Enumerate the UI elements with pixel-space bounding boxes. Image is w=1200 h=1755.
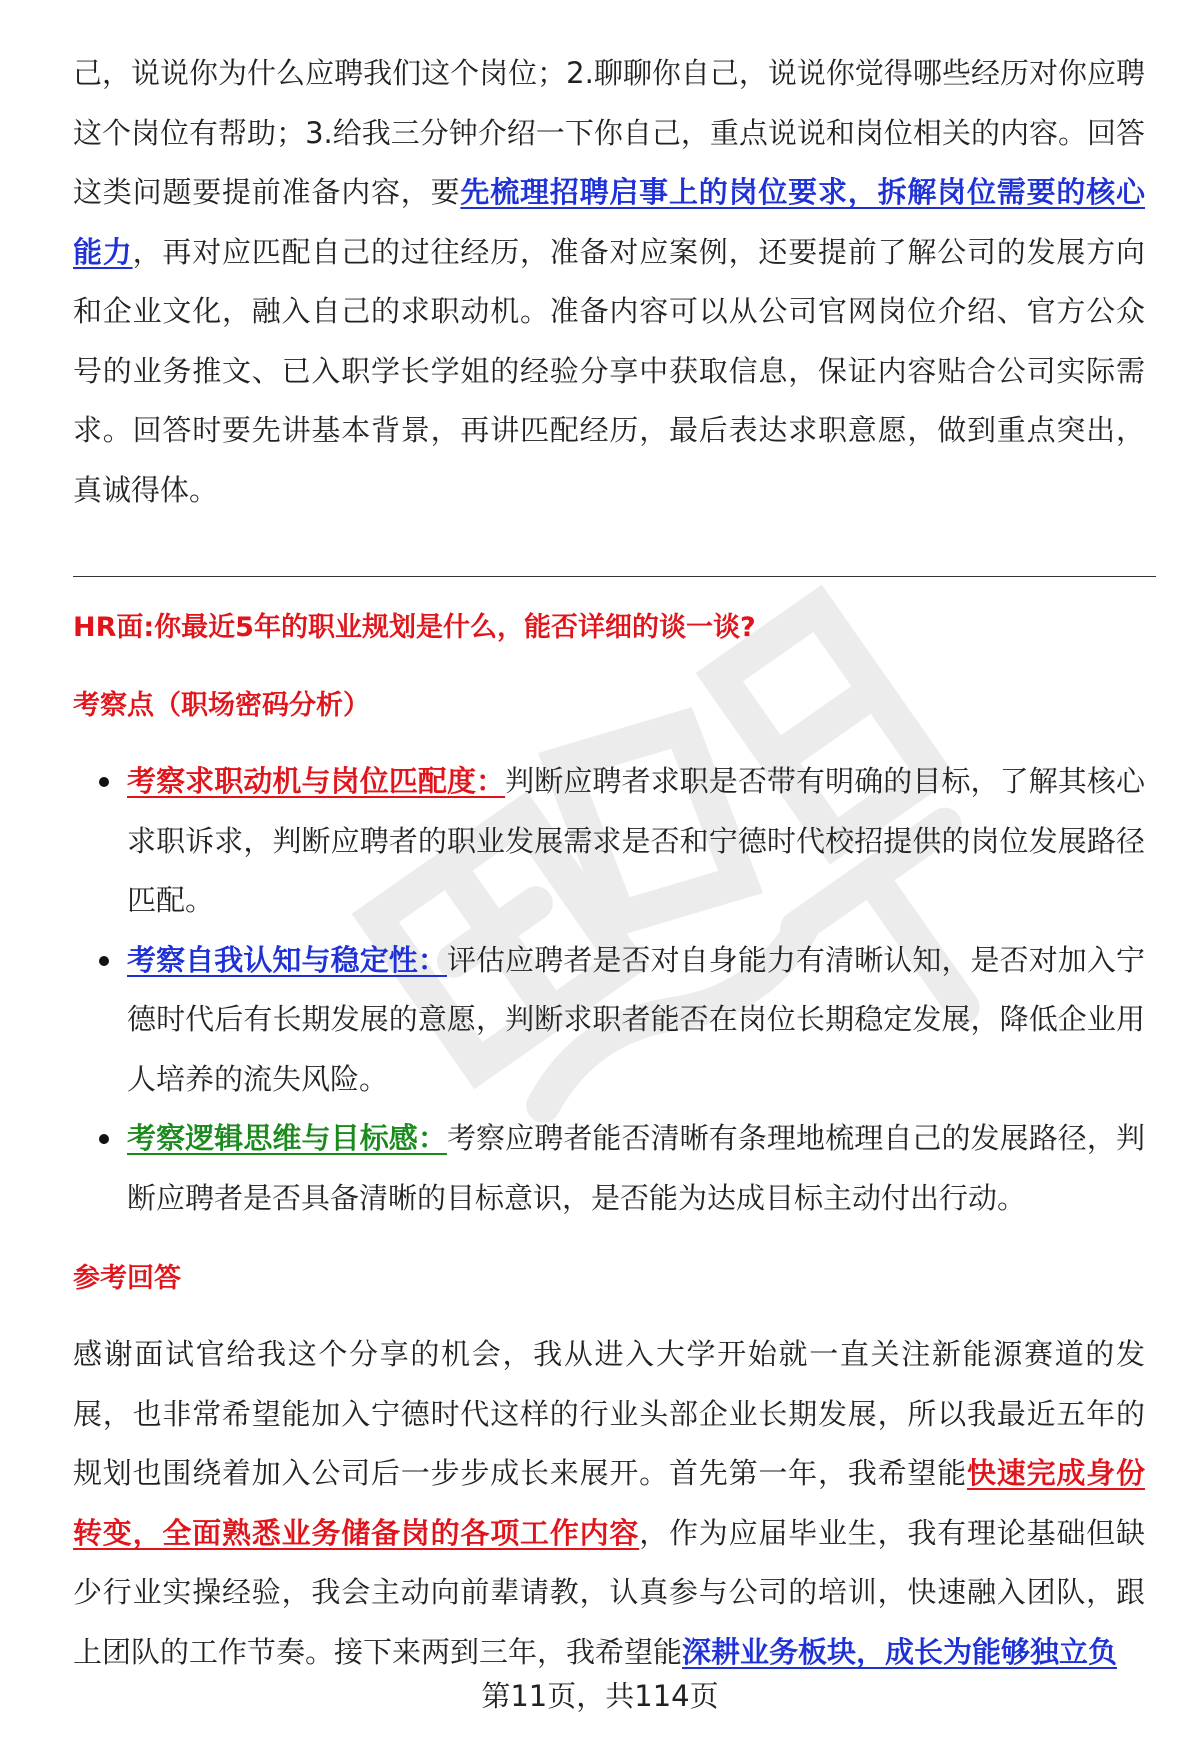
answer-highlight-red: 快速完成身份转变，全面熟悉业务储备岗的各项工作内容 — [73, 1456, 1145, 1550]
analysis-point-text: 考察应聘者能否清晰有条理地梳理自己的发展路径，判断应聘者是否具备清晰的目标意识，是否能为达成目标主动付出行动。 — [127, 1121, 1145, 1215]
answer-paragraph: 感谢面试官给我这个分享的机会，我从进入大学开始就一直关注新能源赛道的发展，也非常希望能加入宁德时代这样的行业头部企业长期发展，所以我最近五年的规划也围绕着加入公司后一步步成长来展开。首先第一年，我希望能快速完成身份转变，全面熟悉业务储备岗的各项工作内容，作为应届毕业生，我有理论基础但缺少行业实操经验，我会主动向前辈请教，认真参与公司的培训，快速融入团队，跟上团队的工作节奏。接下来两到三年，我希望能深耕业务板块，成长为能够独立负 — [73, 1337, 1145, 1669]
analysis-point-label: 考察自我认知与稳定性： — [127, 942, 447, 977]
analysis-point — [73, 931, 1145, 1110]
answer-highlight-blue: 深耕业务板块，成长为能够独立负 — [682, 1634, 1118, 1669]
question-heading: HR面:你最近5年的职业规划是什么，能否详细的谈一谈? — [73, 612, 756, 643]
analysis-point-label: 考察求职动机与岗位匹配度： — [127, 764, 506, 798]
analysis-point — [73, 752, 1145, 931]
analysis-list — [73, 752, 1145, 1228]
intro-highlight: 先梳理招聘启事上的岗位要求，拆解岗位需要的核心能力 — [73, 175, 1145, 269]
page-number: 第11页，共114页 — [481, 1679, 719, 1713]
bullet-dot-icon — [99, 777, 109, 787]
analysis-point — [73, 1109, 1145, 1228]
bullet-dot-icon — [99, 1134, 109, 1144]
analysis-point-text: 评估应聘者是否对自身能力有清晰认知，是否对加入宁德时代后有长期发展的意愿，判断求职者能否在岗位长期稳定发展，降低企业用人培养的流失风险。 — [127, 942, 1145, 1096]
section-divider — [73, 576, 1156, 577]
analysis-heading: 考察点（职场密码分析） — [73, 690, 370, 721]
intro-paragraph: 己，说说你为什么应聘我们这个岗位；2.聊聊你自己，说说你觉得哪些经历对你应聘这个岗位有帮助；3.给我三分钟介绍一下你自己，重点说说和岗位相关的内容。回答这类问题要提前准备内容，要先梳理招聘启事上的岗位要求，拆解岗位需要的核心能力，再对应匹配自己的过往经历，准备对应案例，还要提前了解公司的发展方向和企业文化，融入自己的求职动机。准备内容可以从公司官网岗位介绍、官方公众号的业务推文、已入职学长学姐的经验分享中获取信息，保证内容贴合公司实际需求。回答时要先讲基本背景，再讲匹配经历，最后表达求职意愿，做到重点突出，真诚得体。 — [73, 56, 1145, 507]
analysis-point-text: 判断应聘者求职是否带有明确的目标，了解其核心求职诉求，判断应聘者的职业发展需求是否和宁德时代校招提供的岗位发展路径匹配。 — [127, 764, 1145, 917]
answer-heading: 参考回答 — [73, 1263, 181, 1294]
bullet-dot-icon — [99, 956, 109, 966]
analysis-point-label: 考察逻辑思维与目标感： — [127, 1121, 447, 1155]
